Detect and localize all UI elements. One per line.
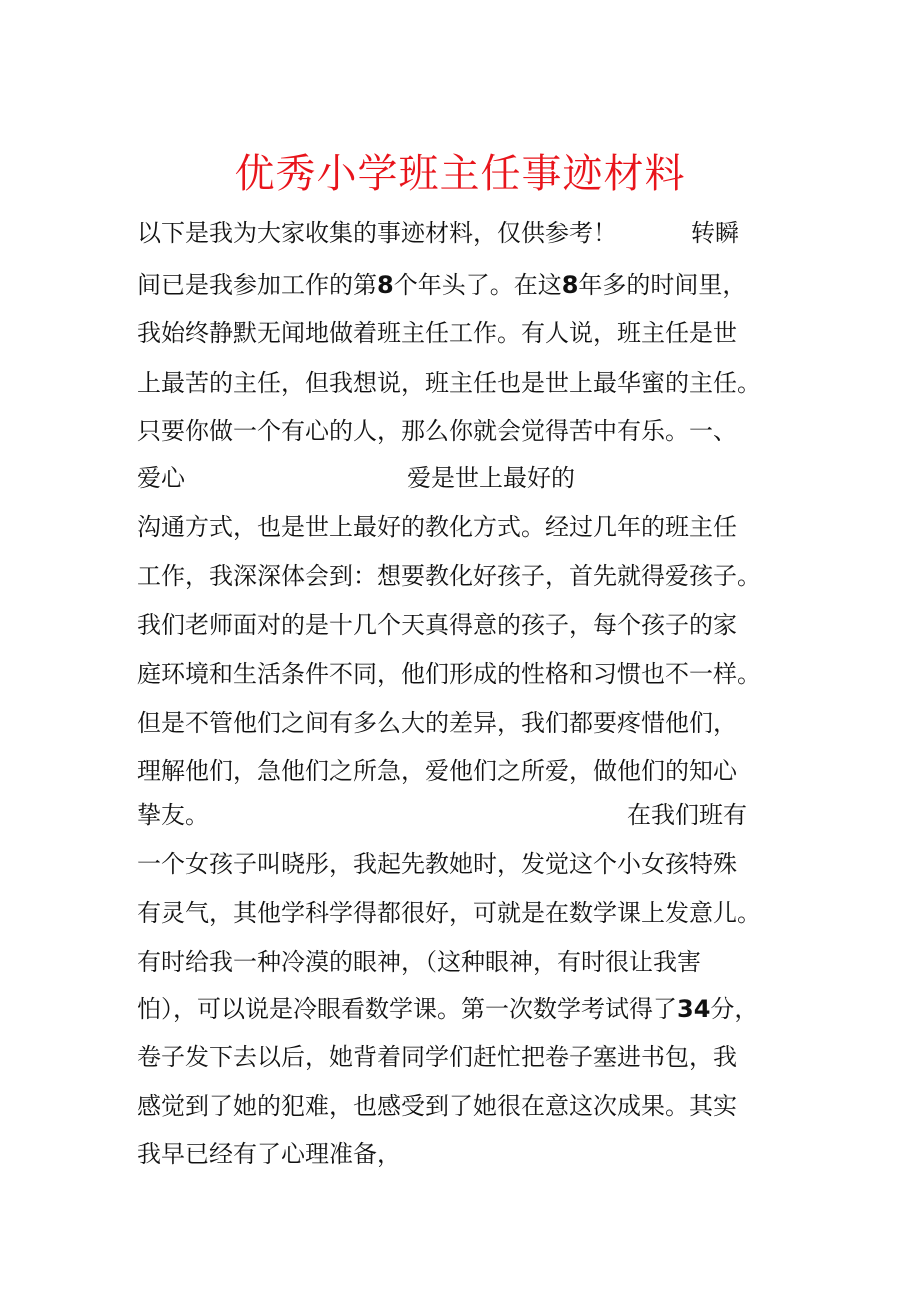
text-line-12: 理解他们，急他们之所急，爱他们之所爱，做他们的知心 xyxy=(137,757,737,785)
text-line-20: 我早已经有了心理准备， xyxy=(137,1140,401,1168)
text-line-10: 庭环境和生活条件不同，他们形成的性格和习惯也不一样。 xyxy=(137,660,761,688)
line-6-heading: 爱心 xyxy=(137,464,185,492)
text-line-13 xyxy=(137,798,747,832)
text-line-1 xyxy=(137,216,739,250)
line-2-number-b: 8 xyxy=(561,271,579,299)
text-line-6 xyxy=(137,461,575,495)
text-line-5: 只要你做一个有心的人，那么你就会觉得苦中有乐。一、 xyxy=(137,417,737,445)
document-title: 优秀小学班主任事迹材料 xyxy=(234,151,686,197)
line-1-tail: 转瞬 xyxy=(691,219,739,247)
text-line-3: 我始终静默无闻地做着班主任工作。有人说，班主任是世 xyxy=(137,319,737,347)
text-line-9: 我们老师面对的是十几个天真得意的孩子，每个孩子的家 xyxy=(137,611,737,639)
line-6-tail: 爱是世上最好的 xyxy=(407,464,575,492)
line-2-text-a: 间已是我参加工作的第 xyxy=(137,271,377,299)
line-2-number-a: 8 xyxy=(377,271,394,299)
line-13-text: 挚友。 xyxy=(137,801,209,829)
line-17-text-a: 怕），可以说是冷眼看数学课。第一次数学考试得了 xyxy=(137,995,677,1023)
text-line-14: 一个女孩子叫晓彤，我起先教她时，发觉这个小女孩特殊 xyxy=(137,850,737,878)
text-line-7: 沟通方式，也是世上最好的教化方式。经过几年的班主任 xyxy=(137,513,737,541)
text-line-16: 有时给我一种冷漠的眼神，（这种眼神，有时很让我害 xyxy=(137,948,701,976)
line-1-text: 以下是我为大家收集的事迹材料，仅供参考！ xyxy=(137,219,617,247)
text-line-8: 工作，我深深体会到：想要教化好孩子，首先就得爱孩子。 xyxy=(137,562,761,590)
text-line-4: 上最苦的主任，但我想说，班主任也是世上最华蜜的主任。 xyxy=(137,369,761,397)
line-2-text-b: 个年头了。在这 xyxy=(393,271,562,299)
line-17-number: 34 xyxy=(677,995,711,1023)
line-2-text-c: 年多的时间里， xyxy=(578,271,747,299)
line-13-tail: 在我们班有 xyxy=(627,801,747,829)
text-line-18: 卷子发下去以后，她背着同学们赶忙把卷子塞进书包，我 xyxy=(137,1043,737,1071)
text-line-15: 有灵气，其他学科学得都很好，可就是在数学课上发意儿。 xyxy=(137,899,761,927)
line-17-text-b: 分， xyxy=(710,995,759,1023)
text-line-2 xyxy=(137,268,746,302)
text-line-19: 感觉到了她的犯难，也感受到了她很在意这次成果。其实 xyxy=(137,1092,737,1120)
text-line-17 xyxy=(137,992,758,1026)
text-line-11: 但是不管他们之间有多么大的差异，我们都要疼惜他们， xyxy=(137,709,737,737)
